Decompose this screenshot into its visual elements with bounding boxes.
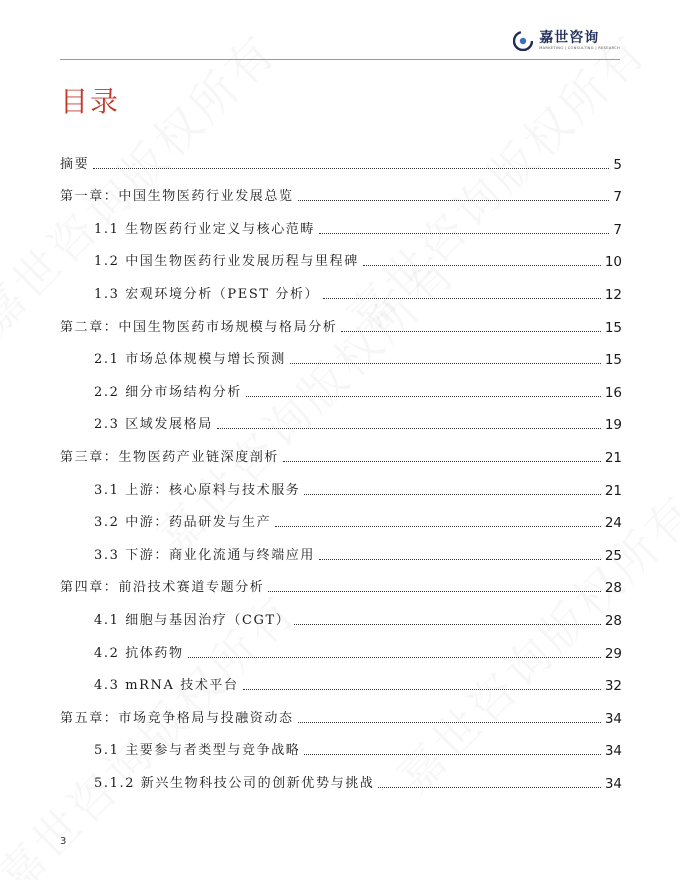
toc-entry-label: 第二章：中国生物医药市场规模与格局分析 — [60, 319, 338, 335]
toc-entry[interactable] — [60, 437, 622, 470]
toc-dot-leader — [93, 168, 609, 169]
toc-dot-leader — [275, 526, 601, 527]
toc-entry[interactable] — [60, 633, 622, 666]
toc-entry-label: 摘要 — [60, 156, 90, 172]
toc-dot-leader — [283, 461, 601, 462]
toc-entry-label: 第四章：前沿技术赛道专题分析 — [60, 580, 265, 596]
toc-entry-page: 21 — [604, 449, 622, 466]
toc-dot-leader — [304, 494, 600, 495]
toc-entry-label: 3.2 中游：药品研发与生产 — [94, 515, 272, 531]
toc-entry[interactable] — [60, 763, 622, 796]
toc-entry-page: 15 — [604, 352, 622, 369]
toc-entry-page: 24 — [604, 515, 622, 532]
toc-entry[interactable] — [60, 340, 622, 373]
toc-entry-label: 3.1 上游：核心原料与技术服务 — [94, 482, 301, 498]
toc-entry-label: 4.2 抗体药物 — [94, 645, 184, 661]
toc-entry[interactable] — [60, 503, 622, 536]
toc-entry-page: 19 — [604, 417, 622, 434]
toc-entry[interactable] — [60, 307, 622, 340]
toc-dot-leader — [298, 200, 610, 201]
toc-entry-label: 5.1.2 新兴生物科技公司的创新优势与挑战 — [94, 775, 375, 791]
toc-entry-page: 29 — [604, 645, 622, 662]
toc-dot-leader — [378, 787, 600, 788]
logo-tagline: MARKETING | CONSULTING | RESEARCH — [539, 46, 620, 50]
toc-entry[interactable] — [60, 600, 622, 633]
toc-dot-leader — [246, 396, 601, 397]
toc-entry-page: 10 — [604, 254, 622, 271]
toc-entry-label: 5.1 主要参与者类型与竞争战略 — [94, 743, 301, 759]
company-logo — [513, 30, 620, 51]
toc-entry[interactable] — [60, 144, 622, 177]
toc-entry-label: 1.2 中国生物医药行业发展历程与里程碑 — [94, 254, 359, 270]
toc-dot-leader — [290, 363, 601, 364]
toc-entry[interactable] — [60, 698, 622, 731]
toc-entry[interactable] — [60, 470, 622, 503]
toc-entry[interactable] — [60, 666, 622, 699]
toc-entry-label: 1.1 生物医药行业定义与核心范畴 — [94, 221, 316, 237]
toc-entry[interactable] — [60, 405, 622, 438]
toc-dot-leader — [304, 754, 600, 755]
toc-dot-leader — [363, 265, 601, 266]
toc-dot-leader — [217, 428, 601, 429]
logo-mark-icon — [513, 31, 533, 51]
page-header — [60, 26, 620, 60]
toc-dot-leader — [294, 624, 600, 625]
toc-entry-label: 2.1 市场总体规模与增长预测 — [94, 352, 286, 368]
toc-dot-leader — [188, 657, 601, 658]
toc-dot-leader — [341, 331, 600, 332]
toc-entry[interactable] — [60, 535, 622, 568]
toc-entry-label: 2.3 区域发展格局 — [94, 417, 213, 433]
toc-entry-page: 21 — [604, 482, 622, 499]
toc-entry-page: 25 — [604, 547, 622, 564]
toc-dot-leader — [268, 591, 600, 592]
toc-entry-page: 34 — [604, 743, 622, 760]
toc-entry-label: 第一章：中国生物医药行业发展总览 — [60, 189, 294, 205]
toc-dot-leader — [323, 298, 601, 299]
toc-entry-page: 12 — [604, 286, 622, 303]
toc-entry-label: 4.1 细胞与基因治疗（CGT） — [94, 612, 291, 628]
toc-entry[interactable] — [60, 177, 622, 210]
toc-dot-leader — [243, 689, 601, 690]
toc-entry-label: 1.3 宏观环境分析（PEST 分析） — [94, 286, 320, 302]
table-of-contents — [60, 144, 622, 796]
toc-entry-label: 第三章：生物医药产业链深度剖析 — [60, 449, 280, 465]
page-title: 目录 — [60, 85, 121, 118]
toc-entry-page: 34 — [604, 710, 622, 727]
toc-entry[interactable] — [60, 242, 622, 275]
toc-entry-page: 7 — [613, 189, 622, 206]
toc-entry-label: 2.2 细分市场结构分析 — [94, 384, 243, 400]
toc-entry-label: 4.3 mRNA 技术平台 — [94, 678, 239, 694]
toc-entry[interactable] — [60, 209, 622, 242]
toc-entry-label: 第五章：市场竞争格局与投融资动态 — [60, 710, 294, 726]
toc-entry-page: 7 — [613, 221, 622, 238]
toc-entry-page: 34 — [604, 775, 622, 792]
toc-entry[interactable] — [60, 731, 622, 764]
toc-entry[interactable] — [60, 372, 622, 405]
toc-dot-leader — [298, 722, 601, 723]
toc-entry-page: 5 — [613, 156, 622, 173]
toc-entry-label: 3.3 下游：商业化流通与终端应用 — [94, 547, 316, 563]
toc-dot-leader — [319, 559, 601, 560]
logo-name: 嘉世咨询 — [539, 30, 600, 46]
toc-entry-page: 28 — [604, 580, 622, 597]
toc-entry-page: 32 — [604, 678, 622, 695]
toc-entry-page: 16 — [604, 384, 622, 401]
toc-entry-page: 28 — [604, 612, 622, 629]
toc-entry[interactable] — [60, 568, 622, 601]
page-number: 3 — [60, 836, 67, 847]
toc-dot-leader — [319, 233, 609, 234]
toc-entry[interactable] — [60, 274, 622, 307]
toc-entry-page: 15 — [604, 319, 622, 336]
